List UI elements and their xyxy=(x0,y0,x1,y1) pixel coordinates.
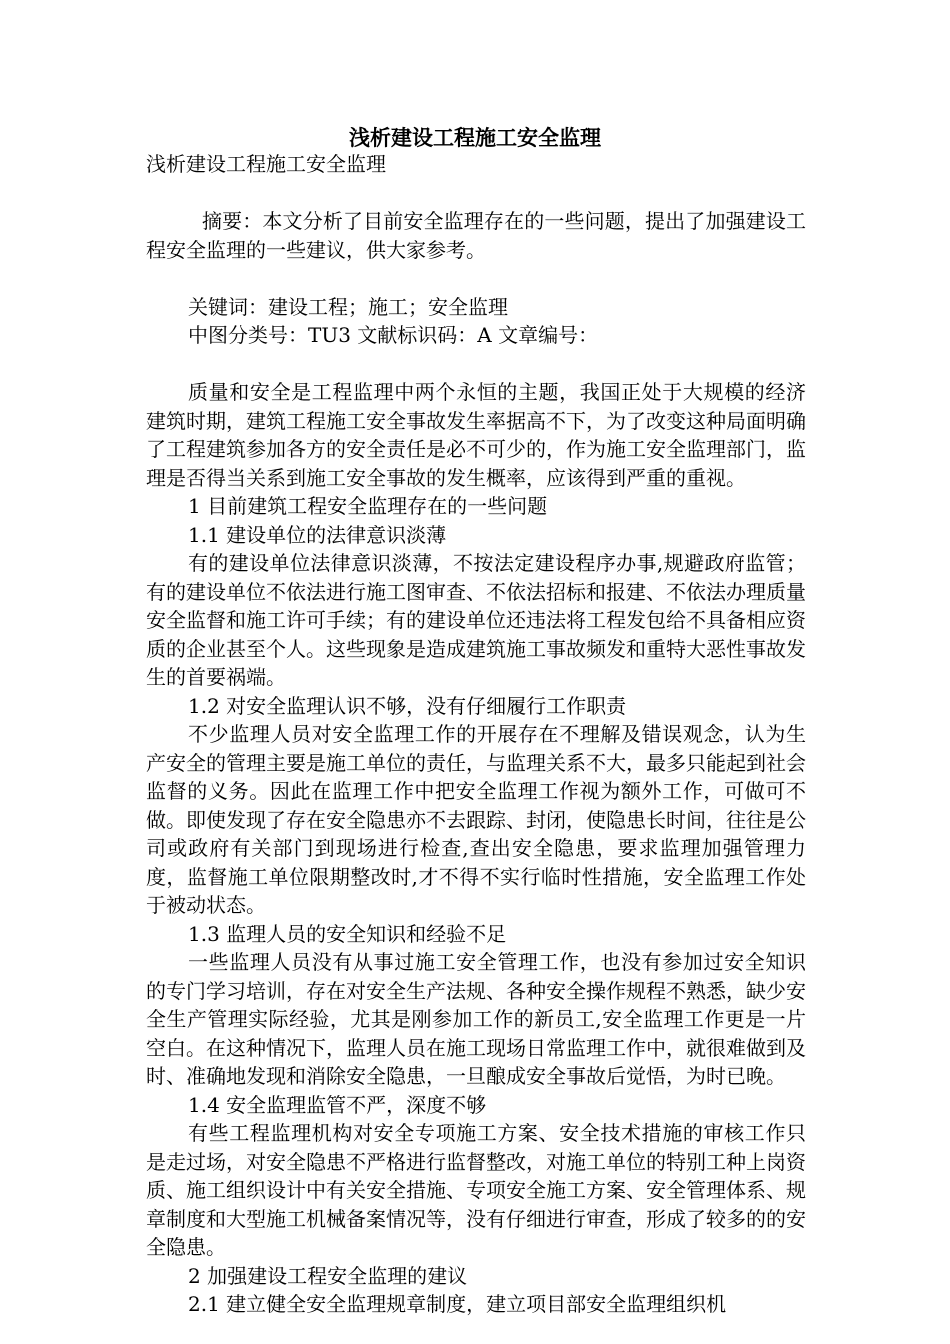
subsection-heading: 1.2 对安全监理认识不够，没有仔细履行工作职责 xyxy=(188,693,627,718)
section-heading: 2 加强建设工程安全监理的建议 xyxy=(188,1263,468,1288)
blank-line xyxy=(146,179,806,208)
body-paragraph: 一些监理人员没有从事过施工安全管理工作，也没有参加过安全知识的专门学习培训，存在对安全生产法规、各种安全操作规程不熟悉，缺少安全生产管理实际经验，尤其是刚参加工作的新员工,安全监理工作更是一片空白。在这种情况下，监理人员在施工现场日常监理工作中，就很难做到及时、准确地发现和消除安全隐患，一旦酿成安全事故后觉悟，为时已晚。 xyxy=(146,950,806,1088)
keywords-line: 关键词：建设工程；施工；安全监理 xyxy=(188,294,508,319)
classification-line: 中图分类号：TU3 文献标识码：A 文章编号： xyxy=(188,323,599,347)
section-heading: 1 目前建筑工程安全监理存在的一些问题 xyxy=(188,494,548,518)
abstract-paragraph: 摘要：本文分析了目前安全监理存在的一些问题，提出了加强建设工程安全监理的一些建议，供大家参考。 xyxy=(146,209,806,262)
subsection-heading: 2.1 建立健全安全监理规章制度，建立项目部安全监理组织机 xyxy=(188,1292,727,1316)
blank-line xyxy=(146,350,806,379)
intro-paragraph: 质量和安全是工程监理中两个永恒的主题，我国正处于大规模的经济建筑时期，建筑工程施工安全事故发生率据高不下，为了改变这种局面明确了工程建筑参加各方的安全责任是必不可少的，作为施工安全监理部门，监理是否得当关系到施工安全事故的发生概率，应该得到严重的重视。 xyxy=(146,380,806,490)
subsection-heading: 1.3 监理人员的安全知识和经验不足 xyxy=(188,921,507,946)
body-paragraph: 有的建设单位法律意识淡薄，不按法定建设程序办事,规避政府监管；有的建设单位不依法进行施工图审查、不依法招标和报建、不依法办理质量安全监督和施工许可手续；有的建设单位还违法将工程发包给不具备相应资质的企业甚至个人。这些现象是造成建筑施工事故频发和重特大恶性事故发生的首要祸端。 xyxy=(146,551,806,689)
subsection-heading: 1.1 建设单位的法律意识淡薄 xyxy=(188,522,447,547)
document-body xyxy=(146,150,806,1319)
body-paragraph: 不少监理人员对安全监理工作的开展存在不理解及错误观念，认为生产安全的管理主要是施工单位的责任，与监理关系不大，最多只能起到社会监督的义务。因此在监理工作中把安全监理工作视为额外工作，可做可不做。即使发现了存在安全隐患亦不去跟踪、封闭，使隐患长时间，往往是公司或政府有关部门到现场进行检查,查出安全隐患，要求监理加强管理力度，监督施工单位限期整改时,才不得不实行临时性措施，安全监理工作处于被动状态。 xyxy=(146,722,806,917)
document-title: 浅析建设工程施工安全监理 xyxy=(349,126,601,150)
blank-line xyxy=(146,264,806,293)
body-paragraph: 有些工程监理机构对安全专项施工方案、安全技术措施的审核工作只是走过场，对安全隐患不严格进行监督整改，对施工单位的特别工种上岗资质、施工组织设计中有关安全措施、专项安全施工方案、安全管理体系、规章制度和大型施工机械备案情况等，没有仔细进行审查，形成了较多的的安全隐患。 xyxy=(146,1121,806,1259)
subsection-heading: 1.4 安全监理监管不严，深度不够 xyxy=(188,1092,487,1117)
document-subtitle: 浅析建设工程施工安全监理 xyxy=(146,152,386,176)
